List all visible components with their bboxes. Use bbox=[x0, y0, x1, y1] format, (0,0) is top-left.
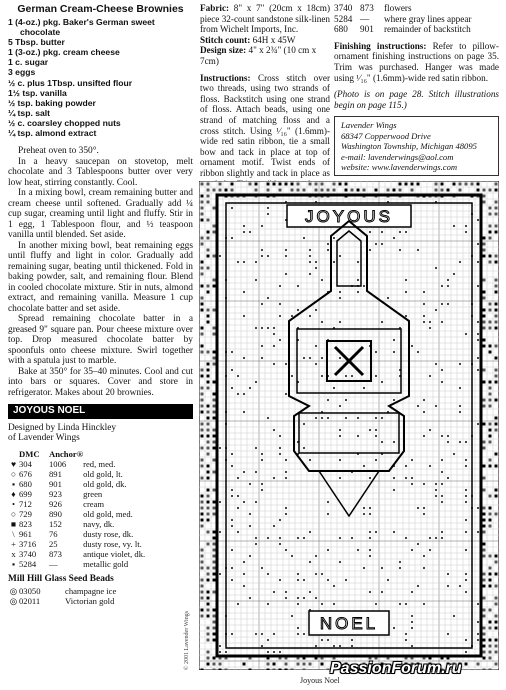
key-row bbox=[8, 469, 145, 479]
bs-desc: flowers bbox=[384, 3, 412, 13]
copyright-text: © 2001 Lavender Wings bbox=[184, 610, 190, 670]
stitch-text: 64H x 45W bbox=[252, 34, 296, 45]
supplier-name: Lavender Wings bbox=[341, 120, 397, 131]
ingredient: ½ tsp. baking powder bbox=[8, 97, 96, 108]
key-row bbox=[8, 539, 145, 549]
key-anchor: 873 bbox=[49, 548, 62, 559]
ingredient: ¼ tsp. almond extract bbox=[8, 128, 97, 139]
cross-stitch-chart bbox=[199, 181, 499, 670]
key-symbol: ♥ bbox=[10, 458, 17, 469]
credit-line: of Lavender Wings bbox=[8, 433, 80, 444]
right-column bbox=[334, 3, 499, 176]
anchor-header: Anchor® bbox=[49, 448, 84, 459]
key-symbol: ○ bbox=[10, 468, 17, 479]
key-color: navy, dk. bbox=[83, 518, 115, 529]
key-color: old gold, lt. bbox=[83, 468, 123, 479]
bs-desc: where gray lines appear bbox=[384, 13, 472, 24]
ingredient-list bbox=[8, 17, 193, 138]
ingredient: 3 eggs bbox=[8, 67, 36, 78]
key-color: red, med. bbox=[83, 458, 116, 469]
credit-line: Designed by Linda Hinckley bbox=[8, 422, 117, 433]
key-dmc: 676 bbox=[19, 468, 32, 479]
finishing-instructions bbox=[334, 41, 499, 83]
recipe-step: Preheat oven to 350°. bbox=[18, 146, 99, 157]
ingredient: 1 c. sugar bbox=[8, 57, 49, 68]
key-dmc: 3716 bbox=[19, 538, 37, 549]
recipe-step: In a mixing bowl, cream remaining butter and cream cheese until softened. Gradually add ¼ cup sugar, creaming until light and fluffy. Stir in 1 egg, 1 Tablespoon flour, and ½ teaspoon vanilla until blended. Set aside. bbox=[8, 188, 193, 241]
key-anchor: 76 bbox=[49, 528, 58, 539]
fabric-label: Fabric: bbox=[200, 3, 230, 13]
fabric-text: 8" x 7" (20cm x 18cm) piece 32-count sandstone silk-linen from Wichelt Imports, Inc. bbox=[200, 3, 330, 35]
key-color: cream bbox=[83, 498, 105, 509]
key-row bbox=[8, 549, 145, 559]
ingredient: 1 (4-oz.) pkg. Baker's German sweet bbox=[8, 17, 155, 27]
key-color: dusty rose, dk. bbox=[83, 528, 134, 539]
ingredient: 1½ tsp. vanilla bbox=[8, 87, 67, 98]
supplier-street: 68347 Copperwood Drive bbox=[341, 130, 431, 141]
chart-grid bbox=[199, 181, 499, 670]
stitch-label: Stitch count: bbox=[200, 34, 251, 45]
bs-dmc: 3740 bbox=[334, 3, 353, 13]
size-text: 4" x 2¾" (10 cm x 7cm) bbox=[200, 45, 317, 66]
key-color: dusty rose, vy. lt. bbox=[83, 538, 142, 549]
beads-title: Mill Hill Glass Seed Beads bbox=[8, 573, 114, 584]
key-anchor: 923 bbox=[49, 488, 62, 499]
bead-color: Victorian gold bbox=[65, 595, 115, 606]
key-row bbox=[8, 489, 145, 499]
bead-symbol: ◎ bbox=[9, 585, 18, 596]
key-anchor: 25 bbox=[49, 538, 58, 549]
key-anchor: 891 bbox=[49, 468, 62, 479]
copyright-note bbox=[184, 560, 194, 670]
beads-table bbox=[8, 586, 116, 606]
recipe-title: German Cream-Cheese Brownies bbox=[17, 3, 184, 15]
bs-anchor: 901 bbox=[360, 24, 374, 35]
key-row bbox=[8, 479, 145, 489]
key-symbol: + bbox=[11, 538, 16, 549]
key-row bbox=[8, 509, 145, 519]
backstitch-line bbox=[334, 24, 499, 35]
bead-color: champagne ice bbox=[65, 585, 117, 596]
bs-dmc: 680 bbox=[334, 24, 348, 35]
bead-code: 03050 bbox=[19, 585, 41, 596]
key-dmc: 680 bbox=[19, 478, 32, 489]
key-symbol: \ bbox=[12, 528, 15, 539]
key-header-row bbox=[8, 449, 145, 459]
key-color: old gold, dk. bbox=[83, 478, 127, 489]
key-anchor: 901 bbox=[49, 478, 62, 489]
key-symbol: ○ bbox=[10, 508, 17, 519]
key-dmc: 5284 bbox=[19, 558, 37, 569]
backstitch-line bbox=[334, 3, 499, 14]
supplier-email: e-mail: lavenderwings@aol.com bbox=[341, 151, 454, 162]
backstitch-line bbox=[334, 14, 499, 25]
ingredient: 5 Tbsp. butter bbox=[8, 37, 65, 48]
bead-row bbox=[8, 596, 116, 606]
instructions-text: Cross stitch over two threads, using two strands of floss. Backstitch using one strand of floss. Attach beads, using one strand of matching floss and a cross stitch. Using ¹⁄₁₆" (1.6mm)-wide red satin ribbon, tie a small bow and tack in place at top of ornament motif. Twist ends of ribbon slightly and tack in place as bbox=[200, 72, 331, 178]
key-dmc: 712 bbox=[19, 498, 32, 509]
ingredient: ½ c. plus 1Tbsp. unsifted flour bbox=[8, 77, 133, 88]
recipe-step: In a heavy saucepan on stovetop, melt chocolate and 3 Tablespoons butter over very low heat, stirring constantly. Cool. bbox=[8, 156, 193, 188]
bead-row bbox=[8, 586, 116, 596]
supplier-website: website: www.lavenderwings.com bbox=[341, 161, 458, 172]
key-dmc: 961 bbox=[19, 528, 32, 539]
photo-note: (Photo is on page 28. Stitch illustrations begin on page 115.) bbox=[334, 89, 499, 110]
bs-desc: remainder of backstitch bbox=[384, 24, 471, 35]
key-symbol: ♦ bbox=[11, 488, 16, 499]
stitch-count bbox=[200, 35, 330, 46]
finishing-label: Finishing instructions: bbox=[334, 40, 427, 51]
key-row bbox=[8, 459, 145, 469]
pattern-title-banner: JOYOUS NOEL bbox=[8, 404, 193, 419]
fabric-info bbox=[200, 3, 330, 35]
key-row bbox=[8, 559, 145, 569]
instructions-label: Instructions: bbox=[200, 72, 251, 83]
finishing-text: Refer to pillow-ornament finishing instructions on page 35. Trim was purchased. Hanger was made using ¹⁄₁₆" (1.6mm)-wide red satin ribbon. bbox=[334, 40, 499, 83]
ingredient: ¼ tsp. salt bbox=[8, 107, 51, 118]
design-size bbox=[200, 45, 330, 66]
ingredient: 1 (3-oz.) pkg. cream cheese bbox=[8, 47, 120, 58]
key-dmc: 3740 bbox=[19, 548, 37, 559]
recipe-step: Spread remaining chocolate batter in a greased 9" square pan. Pour cheese mixture over top. Drop measured chocolate batter by spoonfuls onto cheese mixture. Swirl together with a spatula just to marble. bbox=[8, 314, 193, 367]
chart-caption: Joyous Noel bbox=[300, 676, 340, 685]
key-anchor: 152 bbox=[49, 518, 62, 529]
key-row bbox=[8, 519, 145, 529]
size-label: Design size: bbox=[200, 45, 247, 56]
key-symbol: ▪ bbox=[11, 478, 16, 489]
key-row bbox=[8, 499, 145, 509]
bs-anchor: 873 bbox=[360, 3, 374, 13]
key-dmc: 304 bbox=[19, 458, 32, 469]
supplier-city: Washington Township, Michigan 48095 bbox=[341, 141, 477, 152]
ingredient: chocolate bbox=[20, 27, 61, 38]
key-anchor: 890 bbox=[49, 508, 62, 519]
key-dmc: 823 bbox=[19, 518, 32, 529]
key-symbol: ▪ bbox=[11, 558, 16, 569]
bs-anchor: — bbox=[360, 13, 370, 24]
bs-dmc: 5284 bbox=[334, 13, 353, 24]
key-anchor: 1006 bbox=[49, 458, 67, 469]
ingredient: ½ c. coarsley chopped nuts bbox=[8, 117, 121, 128]
bead-symbol: ◎ bbox=[9, 595, 18, 606]
dmc-header: DMC bbox=[19, 448, 40, 459]
designer-credit bbox=[8, 423, 193, 444]
key-anchor: 926 bbox=[49, 498, 62, 509]
key-anchor: — bbox=[49, 558, 58, 569]
key-color: metallic gold bbox=[83, 558, 129, 569]
key-color: green bbox=[83, 488, 103, 499]
key-color: antique violet, dk. bbox=[83, 548, 146, 559]
key-row bbox=[8, 529, 145, 539]
bead-code: 02011 bbox=[19, 595, 41, 606]
key-symbol: • bbox=[11, 498, 15, 509]
key-symbol: x bbox=[11, 548, 16, 559]
watermark: PassionForum.ru bbox=[330, 660, 462, 677]
recipe-step: Bake at 350° for 35–40 minutes. Cool and cut into bars or squares. Cover and store in refrigerator. Makes about 20 brownies. bbox=[8, 366, 193, 398]
supplier-address bbox=[334, 116, 499, 176]
key-dmc: 729 bbox=[19, 508, 32, 519]
top-word-text: JOYOUS bbox=[305, 207, 393, 226]
key-color: old gold, med. bbox=[83, 508, 133, 519]
bottom-word-text: NOEL bbox=[319, 614, 379, 633]
recipe-step: In another mixing bowl, beat remaining eggs until fluffy and light in color. Gradually add remaining sugar, beating until thickened. Fold in baking powder, salt, and remaining flour. Blend in cooled chocolate mixture. Stir in nuts, almond extract, and remaining vanilla. Measure 1 cup chocolate batter and set aside. bbox=[8, 240, 193, 314]
key-symbol: ■ bbox=[10, 518, 17, 529]
key-dmc: 699 bbox=[19, 488, 32, 499]
color-key-table bbox=[8, 449, 145, 569]
left-column bbox=[8, 3, 193, 606]
